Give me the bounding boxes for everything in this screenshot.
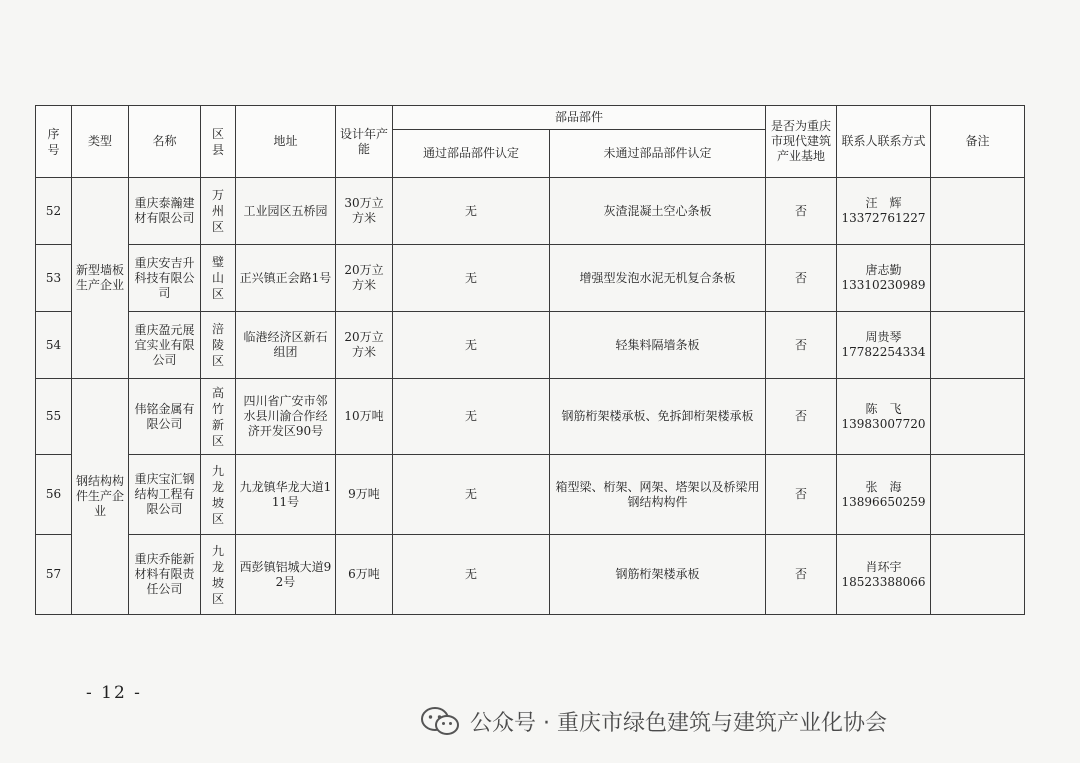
- header-type: 类型: [72, 106, 129, 178]
- cell-name: 伟铭金属有限公司: [129, 379, 201, 455]
- page-number: - 12 -: [86, 683, 142, 703]
- cell-district: 九龙坡区: [201, 535, 236, 615]
- cell-uncertified: 钢筋桁架楼承板: [550, 535, 766, 615]
- cell-certified: 无: [393, 379, 550, 455]
- cell-address: 西彭镇铝城大道92号: [236, 535, 336, 615]
- table-row: [36, 379, 1025, 455]
- cell-name: 重庆乔能新材料有限责任公司: [129, 535, 201, 615]
- table-row: [36, 245, 1025, 312]
- cell-certified: 无: [393, 245, 550, 312]
- header-uncertified: 未通过部品部件认定: [550, 130, 766, 178]
- cell-contact: [837, 312, 931, 379]
- header-base: 是否为重庆市现代建筑产业基地: [766, 106, 837, 178]
- cell-contact: [837, 455, 931, 535]
- cell-district: 璧山区: [201, 245, 236, 312]
- cell-capacity: 20万立方米: [336, 245, 393, 312]
- cell-base: 否: [766, 535, 837, 615]
- contact-phone: 17782254334: [841, 345, 926, 359]
- cell-remark: [931, 455, 1025, 535]
- cell-capacity: 9万吨: [336, 455, 393, 535]
- watermark-text: 公众号 · 重庆市绿色建筑与建筑产业化协会: [470, 710, 887, 736]
- cell-address: 工业园区五桥园: [236, 178, 336, 245]
- contact-phone: 13372761227: [841, 211, 926, 225]
- header-remark: 备注: [931, 106, 1025, 178]
- wechat-icon: [420, 706, 460, 736]
- header-contact: 联系人联系方式: [837, 106, 931, 178]
- cell-base: 否: [766, 312, 837, 379]
- cell-address: 四川省广安市邻水县川渝合作经济开发区90号: [236, 379, 336, 455]
- contact-phone: 13896650259: [841, 494, 926, 509]
- header-seq: 序号: [36, 106, 72, 178]
- cell-remark: [931, 178, 1025, 245]
- cell-seq: 53: [36, 245, 72, 312]
- cell-base: 否: [766, 455, 837, 535]
- cell-uncertified: 增强型发泡水泥无机复合条板: [550, 245, 766, 312]
- cell-contact: [837, 379, 931, 455]
- contact-person: 肖环宇: [865, 559, 902, 574]
- cell-district: 高竹新区: [201, 379, 236, 455]
- cell-name: 重庆宝汇钢结构工程有限公司: [129, 455, 201, 535]
- cell-base: 否: [766, 245, 837, 312]
- cell-address: 九龙镇华龙大道111号: [236, 455, 336, 535]
- cell-base: 否: [766, 379, 837, 455]
- cell-remark: [931, 245, 1025, 312]
- cell-certified: 无: [393, 312, 550, 379]
- cell-seq: 54: [36, 312, 72, 379]
- cell-district: 涪陵区: [201, 312, 236, 379]
- table-row: [36, 535, 1025, 615]
- cell-district: 万州区: [201, 178, 236, 245]
- cell-seq: 57: [36, 535, 72, 615]
- header-components: 部品部件: [393, 106, 766, 130]
- table-row: [36, 312, 1025, 379]
- cell-district: 九龙坡区: [201, 455, 236, 535]
- header-address: 地址: [236, 106, 336, 178]
- cell-remark: [931, 535, 1025, 615]
- cell-certified: 无: [393, 535, 550, 615]
- cell-name: 重庆安吉升科技有限公司: [129, 245, 201, 312]
- cell-base: 否: [766, 178, 837, 245]
- table-row: [36, 178, 1025, 245]
- cell-remark: [931, 312, 1025, 379]
- cell-contact: [837, 178, 931, 245]
- contact-person: 陈 飞: [865, 401, 902, 416]
- contact-phone: 13983007720: [841, 416, 926, 431]
- group-label: 新型墙板生产企业: [72, 178, 129, 379]
- cell-certified: 无: [393, 178, 550, 245]
- cell-seq: 52: [36, 178, 72, 245]
- cell-capacity: 10万吨: [336, 379, 393, 455]
- cell-name: 重庆盈元展宜实业有限公司: [129, 312, 201, 379]
- cell-seq: 55: [36, 379, 72, 455]
- cell-certified: 无: [393, 455, 550, 535]
- contact-person: 汪 辉: [865, 196, 902, 210]
- header-name: 名称: [129, 106, 201, 178]
- cell-uncertified: 轻集料隔墙条板: [550, 312, 766, 379]
- cell-capacity: 6万吨: [336, 535, 393, 615]
- contact-person: 周贵琴: [865, 330, 902, 344]
- contact-person: 唐志勤: [865, 263, 902, 277]
- cell-uncertified: 箱型梁、桁架、网架、塔架以及桥梁用钢结构构件: [550, 455, 766, 535]
- contact-phone: 18523388066: [841, 574, 926, 589]
- group-label: 钢结构构件生产企业: [72, 379, 129, 615]
- cell-uncertified: 灰渣混凝土空心条板: [550, 178, 766, 245]
- cell-contact: [837, 245, 931, 312]
- cell-capacity: 30万立方米: [336, 178, 393, 245]
- cell-name: 重庆泰瀚建材有限公司: [129, 178, 201, 245]
- cell-address: 临港经济区新石组团: [236, 312, 336, 379]
- enterprise-table: [35, 105, 1025, 615]
- cell-contact: [837, 535, 931, 615]
- cell-seq: 56: [36, 455, 72, 535]
- header-capacity: 设计年产能: [336, 106, 393, 178]
- header-certified: 通过部品部件认定: [393, 130, 550, 178]
- contact-person: 张 海: [865, 479, 902, 494]
- table-row: [36, 455, 1025, 535]
- watermark: [420, 704, 887, 738]
- cell-uncertified: 钢筋桁架楼承板、免拆卸桁架楼承板: [550, 379, 766, 455]
- cell-capacity: 20万立方米: [336, 312, 393, 379]
- cell-address: 正兴镇正会路1号: [236, 245, 336, 312]
- cell-remark: [931, 379, 1025, 455]
- header-district: 区县: [201, 106, 236, 178]
- contact-phone: 13310230989: [841, 278, 926, 292]
